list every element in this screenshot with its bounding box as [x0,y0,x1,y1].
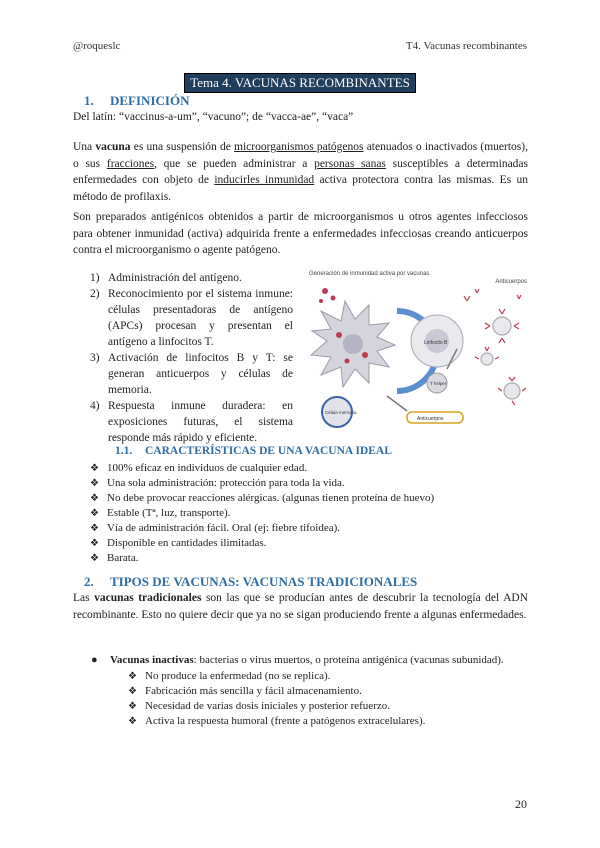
diamond-bullet-icon: ❖ [90,553,99,564]
list-item [73,398,293,446]
item-text: Barata. [107,552,139,564]
section2-title: TIPOS DE VACUNAS: VACUNAS TRADICIONALES [110,574,418,589]
figure-label-antibodies-corner: Anticuerpos [495,279,527,285]
step-number: 1) [90,272,100,284]
section2-heading [84,574,417,590]
item-text: No debe provocar reacciones alérgicas. (algunas tienen proteína de huevo) [107,492,435,504]
step-number: 2) [90,288,100,300]
diamond-bullet-icon: ❖ [90,463,99,474]
bullet-text [110,654,504,666]
fig-label-b: Linfocito B [424,340,448,346]
item-text: Vía de administración fácil. Oral (ej: fiebre tifoidea). [107,522,341,534]
diamond-bullet-icon: ❖ [128,716,137,727]
step-text: Activación de linfocitos B y T: se generan anticuerpos y células de memoria. [108,352,293,396]
section2-number: 2. [84,574,94,589]
preparation-paragraph: Son preparados antigénicos obtenidos a partir de microorganismos u otros agentes infecciosos para obtener inmunidad (activa) adquirida frente a enfermedades infecciosas creando anticuerpos contra el microorganismo o agente patógeno. [73,211,528,256]
step-number: 3) [90,352,100,364]
diamond-bullet-icon: ❖ [90,538,99,549]
fig-label-memory: Célula memoria [325,410,357,415]
step-number: 4) [90,400,100,412]
list-item [128,699,528,714]
list-item [90,491,530,506]
list-item [90,521,530,536]
antibody-label-box [407,412,463,423]
item-text: No produce la enfermedad (no se replica). [145,670,331,682]
list-item [90,476,530,491]
diamond-bullet-icon: ❖ [128,701,137,712]
header-author: @roqueslc [73,40,121,52]
section1-title: DEFINICIÓN [110,93,190,108]
antibody-cluster-icon [464,289,526,405]
text: Las [73,592,95,604]
item-text: Estable (Tª, luz, transporte). [107,507,231,519]
memory-cell-icon [322,397,357,427]
text: : bacterias o virus muertos, o proteína antigénica (vacunas subunidad). [193,654,504,666]
underlined-term: microorganismos patógenos [234,141,364,153]
t-helper-cell-icon [427,373,447,393]
figure-title: Generación de inmunidad activa por vacunas [309,271,430,277]
list-item [128,669,528,684]
diamond-bullet-icon: ❖ [90,523,99,534]
list-item [90,536,530,551]
immunity-illustration [307,271,529,431]
subsection-number: 1.1. [115,445,133,457]
term-vacuna: vacuna [95,141,131,153]
item-text: Disponible en cantidades ilimitadas. [107,537,267,549]
item-text: Fabricación más sencilla y fácil almacenamiento. [145,685,362,697]
fig-label-th: T helper [430,381,447,386]
inactive-vaccines-list [128,669,528,729]
definition-paragraph [73,139,528,205]
list-item [90,551,530,566]
subsection-title: CARACTERÍSTICAS DE UNA VACUNA IDEAL [145,445,392,457]
list-item [73,350,293,398]
text: es una suspensión de [130,141,235,153]
text: susceptibles a determinadas enfermedades con objeto de [73,157,529,186]
step-text: Reconocimiento por el sistema inmune: células presentadoras de antígeno (APCs) procesan y presentan el antígeno a linfocitos T. [108,288,293,348]
text: Una [73,141,96,153]
underlined-term: fracciones [106,157,155,170]
list-item [128,684,528,699]
title-container [0,73,600,93]
etymology: Del latín: “vaccinus-a-um”, “vacuno”; de “vacca-ae”, “vaca” [73,111,354,123]
text: , que se pueden administrar a [154,157,315,170]
immunity-figure [307,271,529,431]
diamond-bullet-icon: ❖ [90,508,99,519]
list-item [73,286,293,350]
diamond-bullet-icon: ❖ [90,478,99,489]
underlined-term: inducirles inmunidad [214,174,315,186]
item-text: Necesidad de varias dosis iniciales y posterior refuerzo. [145,700,390,712]
diamond-bullet-icon: ❖ [90,493,99,504]
list-item [90,506,530,521]
term-inactive-vaccines: Vacunas inactivas [110,654,194,666]
underlined-term: personas sanas [314,157,386,170]
text: activa protectora contra las mismas. Es un método de profilaxis. [73,174,528,203]
apc-cell-icon [311,301,395,387]
page-title: Tema 4. VACUNAS RECOMBINANTES [184,73,416,93]
section1-number: 1. [84,93,94,108]
item-text: Activa la respuesta humoral (frente a patógenos extracelulares). [145,715,426,727]
item-text: 100% eficaz en individuos de cualquier edad. [107,462,308,474]
text: son las que se producían antes de descubrir la tecnología del ADN recombinante. Esto no quiere decir que ya no se sigan produciendo frente a algunas enfermedades. [73,592,528,621]
diamond-bullet-icon: ❖ [128,686,137,697]
term-traditional-vaccines: vacunas tradicionales [94,592,202,604]
diamond-bullet-icon: ❖ [128,671,137,682]
text: atenuados o inactivados (muertos), o sus [73,141,528,170]
fig-label-antibodies: Anticuerpos [417,416,444,422]
vaccine-virus-icon [319,288,336,303]
list-item [73,270,293,286]
page-number: 20 [515,797,527,811]
immunity-steps-list [73,270,293,446]
ideal-vaccine-list [90,461,530,566]
header-chapter: T4. Vacunas recombinantes [405,40,527,52]
section1-heading [84,93,189,109]
item-text: Una sola administración: protección para toda la vida. [107,477,345,489]
step-text: Administración del antígeno. [108,272,242,284]
list-item [128,714,528,729]
traditional-vaccines-paragraph [73,590,528,623]
subsection-heading [115,445,392,457]
step-text: Respuesta inmune duradera: en exposiciones futuras, el sistema responde más rápido y eficiente. [108,400,293,444]
bullet-icon: ● [91,654,98,666]
list-item [90,461,530,476]
